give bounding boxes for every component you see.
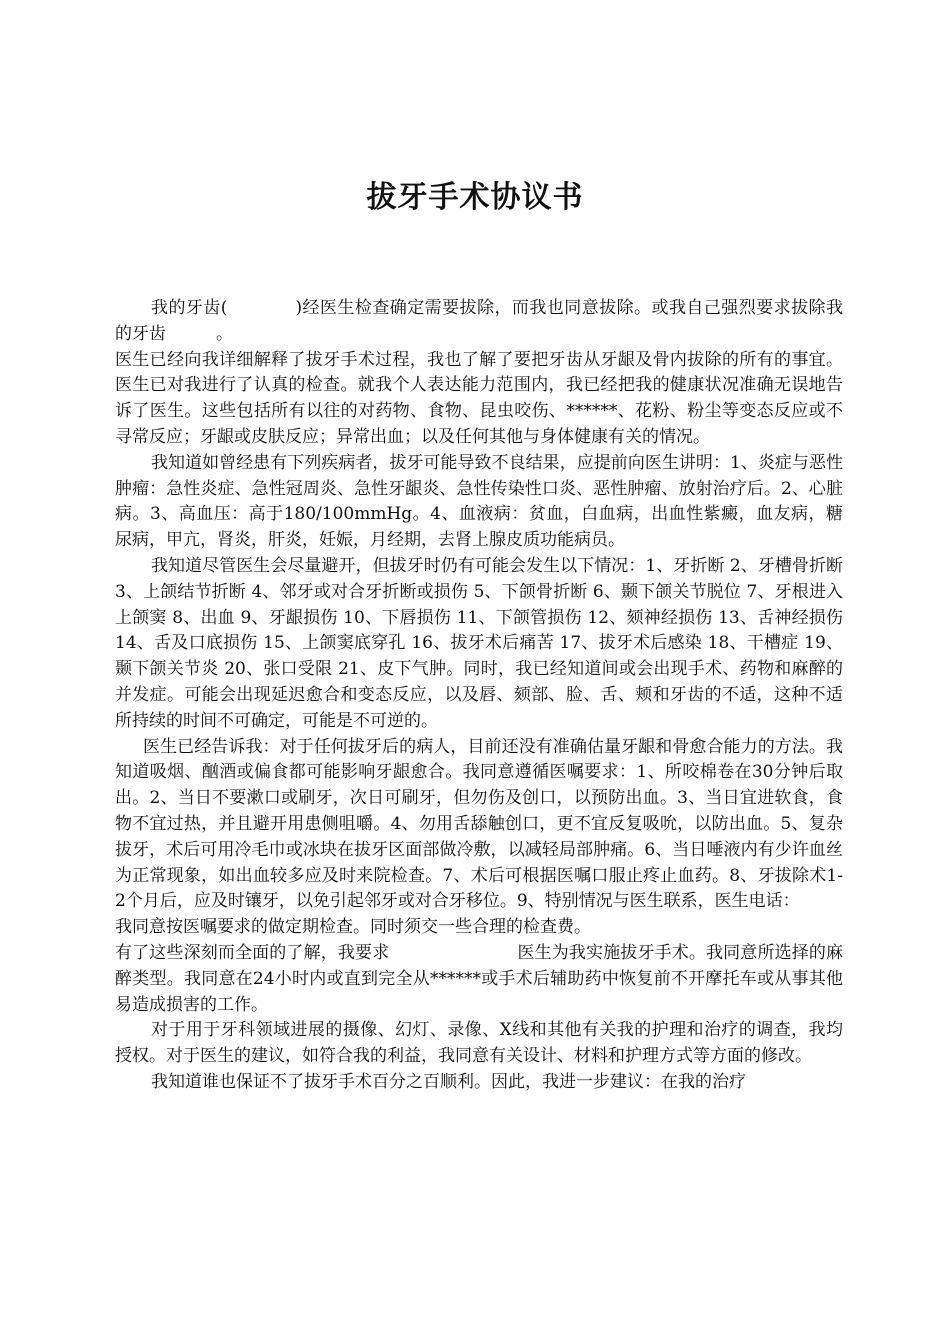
p7-after: 医生为我实施拔牙手术。我同意所选择的麻醉类型。我同意在24小时内或直到完全从******或手术后辅助药中恢复前不开摩托车或从事其他易造成损害的工作。 [115,942,844,1015]
paragraph-tooth-consent [115,296,843,348]
paragraph-complications: 我知道尽管医生会尽量避开，但拔牙时仍有可能会发生以下情况：1、牙折断 2、牙槽骨折断 3、上颌结节折断 4、邻牙或对合牙折断或损伤 5、下颌骨折断 6、颞下颌关节脱位 7、牙根进入上颌窦 8、出血 9、牙龈损伤 10、下唇损伤 11、下颌管损伤 12、颏神经损伤 13、舌神经损伤 14、舌及口底损伤 15、上颌窦底穿孔 16、拔牙术后痛苦 17、拔牙术后感染 18、干槽症 19、颞下颌关节炎 20、张口受限 21、皮下气肿。同时，我已经知道间或会出现手术、药物和麻醉的并发症。可能会出现延迟愈合和变态反应，以及唇、颏部、脸、舌、颊和牙齿的不适，这种不适所持续的时间不可确定，可能是不可逆的。 [115,555,843,731]
document-body [115,296,843,1096]
paragraph-diseases: 我知道如曾经患有下列疾病者，拔牙可能导致不良结果，应提前向医生讲明：1、炎症与恶性肿瘤：急性炎症、急性冠周炎、急性牙龈炎、急性传染性口炎、恶性肿瘤、放射治疗后。2、心脏病。3、高血压：高于180/100mmHg。4、血液病：贫血，白血病，出血性紫癜，血友病，糖尿病，甲亢，肾炎，肝炎，妊娠，月经期，去肾上腺皮质功能病员。 [115,452,843,551]
p1-before: 我的牙齿( [151,298,228,318]
paragraph-instructions: 医生已经告诉我：对于任何拔牙后的病人，目前还没有准确估量牙龈和骨愈合能力的方法。我知道吸烟、酗酒或偏食都可能影响牙龈愈合。我同意遵循医嘱要求：1、所咬棉卷在30分钟后取出。2、当日不要漱口或刷牙，次日可刷牙，但勿伤及创口，以预防出血。3、当日宜进软食，食物不宜过热，并且避开用患侧咀嚼。4、勿用舌舔触创口，更不宜反复吸吮，以防出血。5、复杂拔牙，术后可用冷毛巾或冰块在拔牙区面部做冷敷，以减轻局部肿痛。6、当日唾液内有少许血丝为正常现象，如出血较多应及时来院检查。7、术后可根据医嘱口服止疼止血药。8、牙拔除术1-2个月后，应及时镶牙，以免引起邻牙或对合牙移位。9、特别情况与医生联系，医生电话： [115,736,843,912]
paragraph-no-guarantee: 我知道谁也保证不了拔牙手术百分之百顺利。因此，我进一步建议：在我的治疗 [151,1071,746,1092]
paragraph-authorization: 对于用于牙科领域进展的摄像、幻灯、录像、X线和其他有关我的护理和治疗的调查，我均授权。对于医生的建议，如符合我的利益，我同意有关设计、材料和护理方式等方面的修改。 [115,1020,843,1067]
document-title: 拔牙手术协议书 [366,180,584,215]
paragraph-checkups: 我同意按医嘱要求的做定期检查。同时须交一些合理的检查费。 [115,917,591,938]
paragraph-explanation: 医生已经向我详细解释了拔牙手术过程，我也了解了要把牙齿从牙龈及骨内拔除的所有的事宜。医生已对我进行了认真的检查。就我个人表达能力范围内，我已经把我的健康状况准确无误地告诉了医生。这些包括所有以往的对药物、食物、昆虫咬伤、******、花粉、粉尘等变态反应或不寻常反应；牙龈或皮肤反应；异常出血；以及任何其他与身体健康有关的情况。 [115,349,843,447]
p1-end: 。 [216,323,233,344]
p1-after: )经医生检查确定需要拔除，而我也同意拔除。或我自己强烈要求拔除我的牙齿 [115,298,843,344]
p7-before: 有了这些深刻而全面的了解，我要求 [115,942,390,963]
paragraph-request [115,941,843,1018]
